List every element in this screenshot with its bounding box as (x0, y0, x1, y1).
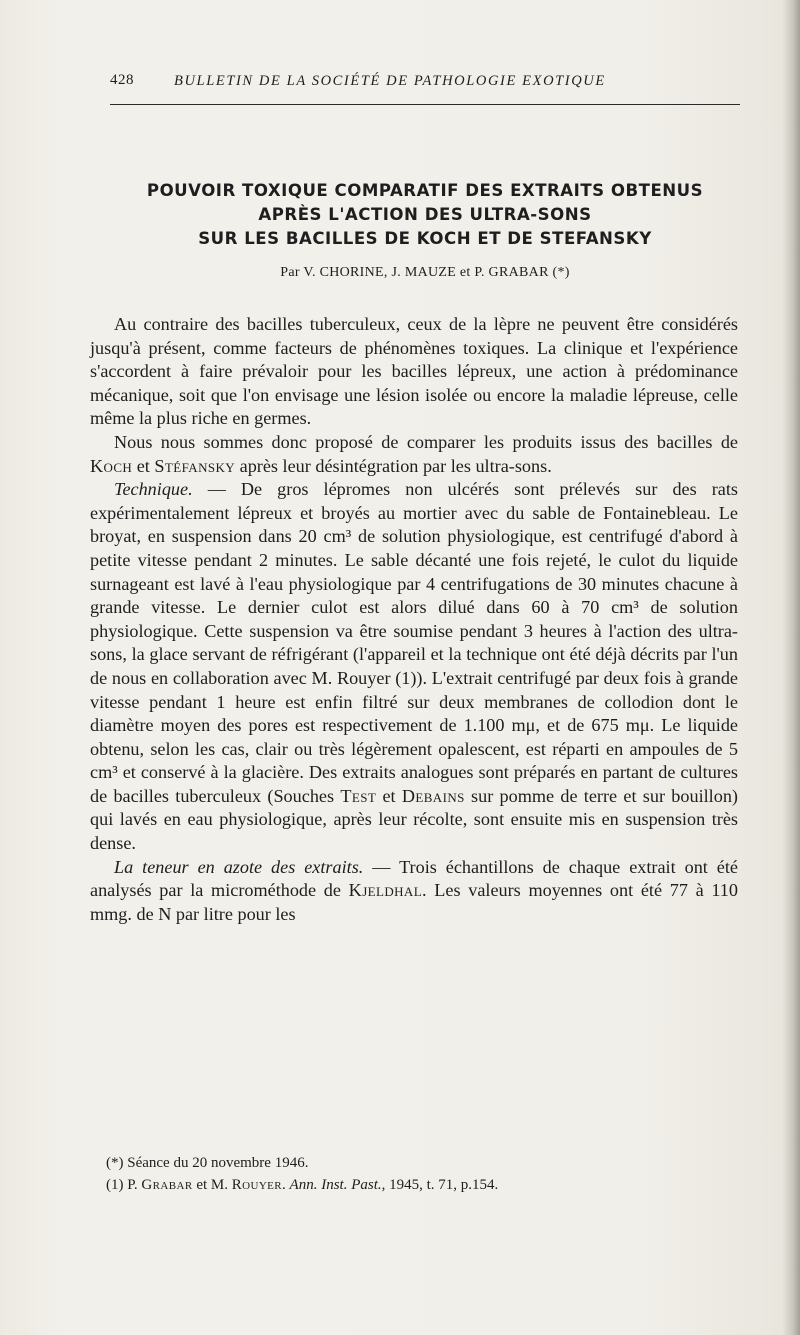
footnote-reference (106, 1174, 746, 1196)
text-run: . (282, 1177, 290, 1193)
article-authors: Par V. CHORINE, J. MAUZE et P. GRABAR (*) (280, 265, 570, 280)
text-run: — De gros lépromes non ulcérés sont prélevés sur des rats expérimentalement lépreux et broyés au mortier avec du sable de Fontainebleau. Le broyat, en suspension dans 20 cm³ de solution physiologique, est centrifugé d'abord à petite vitesse pendant 2 minutes. Le sable décanté une fois rejeté, le culot du liquide surnageant est lavé à l'eau physiologique par 4 centrifugations de 30 minutes chacune à grande vitesse. Le dernier culot est alors dilué dans 60 à 70 cm³ de solution physiologique. Cette suspension va être soumise pendant 3 heures à l'action des ultra-sons, la glace servant de réfrigérant (l'appareil et la technique ont été déjà décrits par l'un de nous en collaboration avec M. Rouyer (1)). L'extrait centrifugé par deux fois à grande vitesse pendant 1 heure est enfin filtré sur deux membranes de collodion dont le diamètre moyen des pores est respectivement de 1.100 mμ, et de 675 mμ. Le liquide obtenu, selon les cas, clair ou très légèrement opalescent, est réparti en ampoules de 5 cm³ et conservé à la glacière. Des extraits analogues sont préparés en partant de cultures de bacilles tuberculeux (Souches (90, 479, 738, 806)
paragraph-technique (90, 478, 738, 856)
title-line-1: POUVOIR TOXIQUE COMPARATIF DES EXTRAITS OBTENUS (146, 181, 704, 200)
page-number: 428 (110, 72, 134, 88)
article-body (90, 313, 738, 926)
paragraph-intro: Au contraire des bacilles tuberculeux, ceux de la lèpre ne peuvent être considérés jusqu'à présent, comme facteurs de phénomènes toxiques. La clinique et l'expérience s'accordent à faire prévaloir pour les bacilles lépreux, une action à prédominance mécanique, soit que l'on envisage une lésion isolée ou encore la maladie lépreuse, celle même la plus riche en germes. (90, 314, 738, 429)
author-name-grabar: Grabar (141, 1177, 193, 1193)
author-name-rouyer: Rouyer (231, 1177, 283, 1193)
text-run: (1) P. (106, 1177, 142, 1193)
text-run: Nous nous sommes donc proposé de comparer les produits issus des bacilles de (114, 431, 738, 452)
text-run: après leur désintégration par les ultra-sons. (235, 455, 552, 476)
text-run: et M. (192, 1177, 232, 1193)
journal-abbreviation: Ann. Inst. Past. (289, 1177, 382, 1193)
text-run: . Les valeurs moyennes ont été 77 à 110 mmg. de N par litre pour les (90, 880, 738, 924)
running-head (110, 72, 740, 102)
title-line-3: SUR LES BACILLES DE KOCH ET DE STEFANSKY (198, 229, 652, 248)
author-name-koch: Koch (90, 455, 133, 476)
text-run: — Trois échantillons de chaque extrait ont été analysés par la microméthode de (90, 856, 738, 901)
text-run: et (376, 785, 402, 806)
strain-name-debains: Debains (401, 785, 465, 806)
section-heading-nitrogen: La teneur en azote des extraits. (114, 856, 364, 877)
footnote-session: (*) Séance du 20 novembre 1946. (106, 1155, 309, 1171)
journal-title: BULLETIN DE LA SOCIÉTÉ DE PATHOLOGIE EXOTIQUE (174, 73, 606, 89)
author-name-stefansky: Stéfansky (154, 455, 236, 476)
header-rule (110, 104, 740, 105)
article-title (80, 179, 770, 251)
text-run: , 1945, t. 71, p.154. (381, 1177, 499, 1193)
text-run: sur pomme de terre et sur bouillon) qui lavés en eau physiologique, après leur récolte, sont ensuite mis en suspension très dense. (90, 785, 738, 854)
paragraph-purpose (90, 431, 738, 478)
text-run: et (132, 455, 155, 476)
section-heading-technique: Technique. (114, 479, 193, 500)
title-line-2: APRÈS L'ACTION DES ULTRA-SONS (258, 205, 592, 224)
method-name-kjeldhal: Kjeldhal (348, 880, 423, 901)
footnotes (106, 1152, 746, 1196)
page-edge-shadow (782, 0, 800, 1335)
paragraph-nitrogen (90, 856, 738, 927)
strain-name-test: Test (340, 785, 377, 806)
